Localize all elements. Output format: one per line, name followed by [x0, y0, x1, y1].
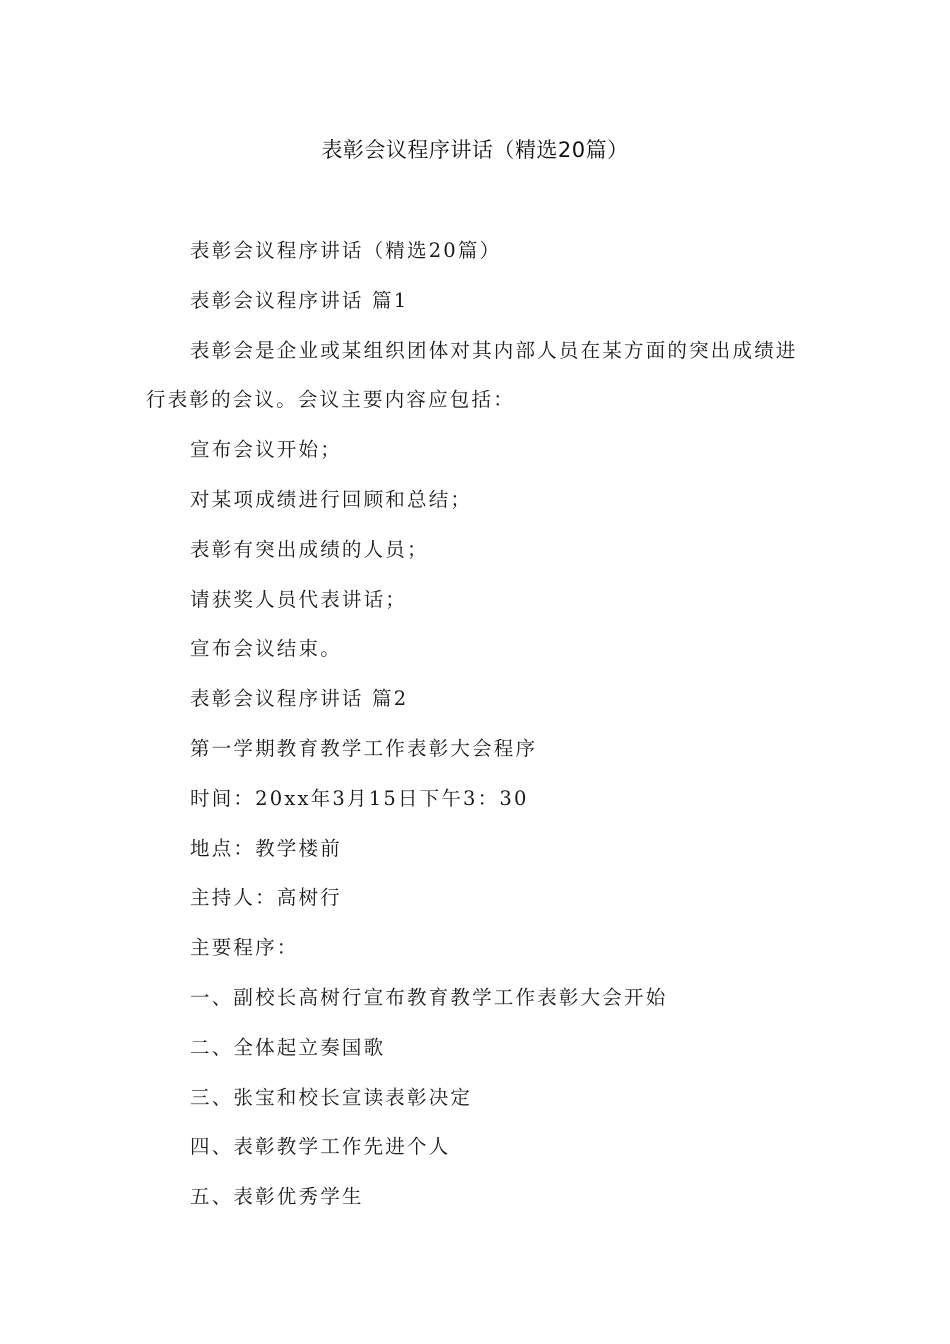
paragraph-intro: 表彰会是企业或某组织团体对其内部人员在某方面的突出成绩进行表彰的会议。会议主要内容应包括： — [146, 338, 798, 412]
document-body — [146, 226, 810, 1222]
paragraph-section-1-heading: 表彰会议程序讲话 篇1 — [190, 288, 409, 312]
list-item: 宣布会议结束。 — [190, 637, 342, 661]
paragraph-location: 地点：教学楼前 — [190, 836, 342, 860]
paragraph-program-label: 主要程序： — [190, 936, 299, 960]
list-item: 五、表彰优秀学生 — [190, 1185, 364, 1209]
list-item: 请获奖人员代表讲话； — [190, 587, 408, 611]
paragraph-heading: 表彰会议程序讲话（精选20篇） — [190, 239, 502, 262]
list-item: 三、张宝和校长宣读表彰决定 — [190, 1085, 473, 1109]
paragraph-section-2-heading: 表彰会议程序讲话 篇2 — [190, 687, 409, 711]
list-item: 一、副校长高树行宣布教育教学工作表彰大会开始 — [190, 985, 668, 1009]
list-item: 表彰有突出成绩的人员； — [190, 537, 429, 561]
list-item: 对某项成绩进行回顾和总结； — [190, 487, 473, 511]
paragraph-time: 时间：20xx年3月15日下午3：30 — [190, 786, 529, 810]
list-item: 四、表彰教学工作先进个人 — [190, 1135, 451, 1159]
paragraph-program-title: 第一学期教育教学工作表彰大会程序 — [190, 736, 538, 760]
list-item: 二、全体起立奏国歌 — [190, 1035, 386, 1059]
paragraph-host: 主持人：高树行 — [190, 886, 342, 910]
document-title: 表彰会议程序讲话（精选20篇） — [321, 138, 629, 162]
list-item: 宣布会议开始； — [190, 438, 342, 462]
